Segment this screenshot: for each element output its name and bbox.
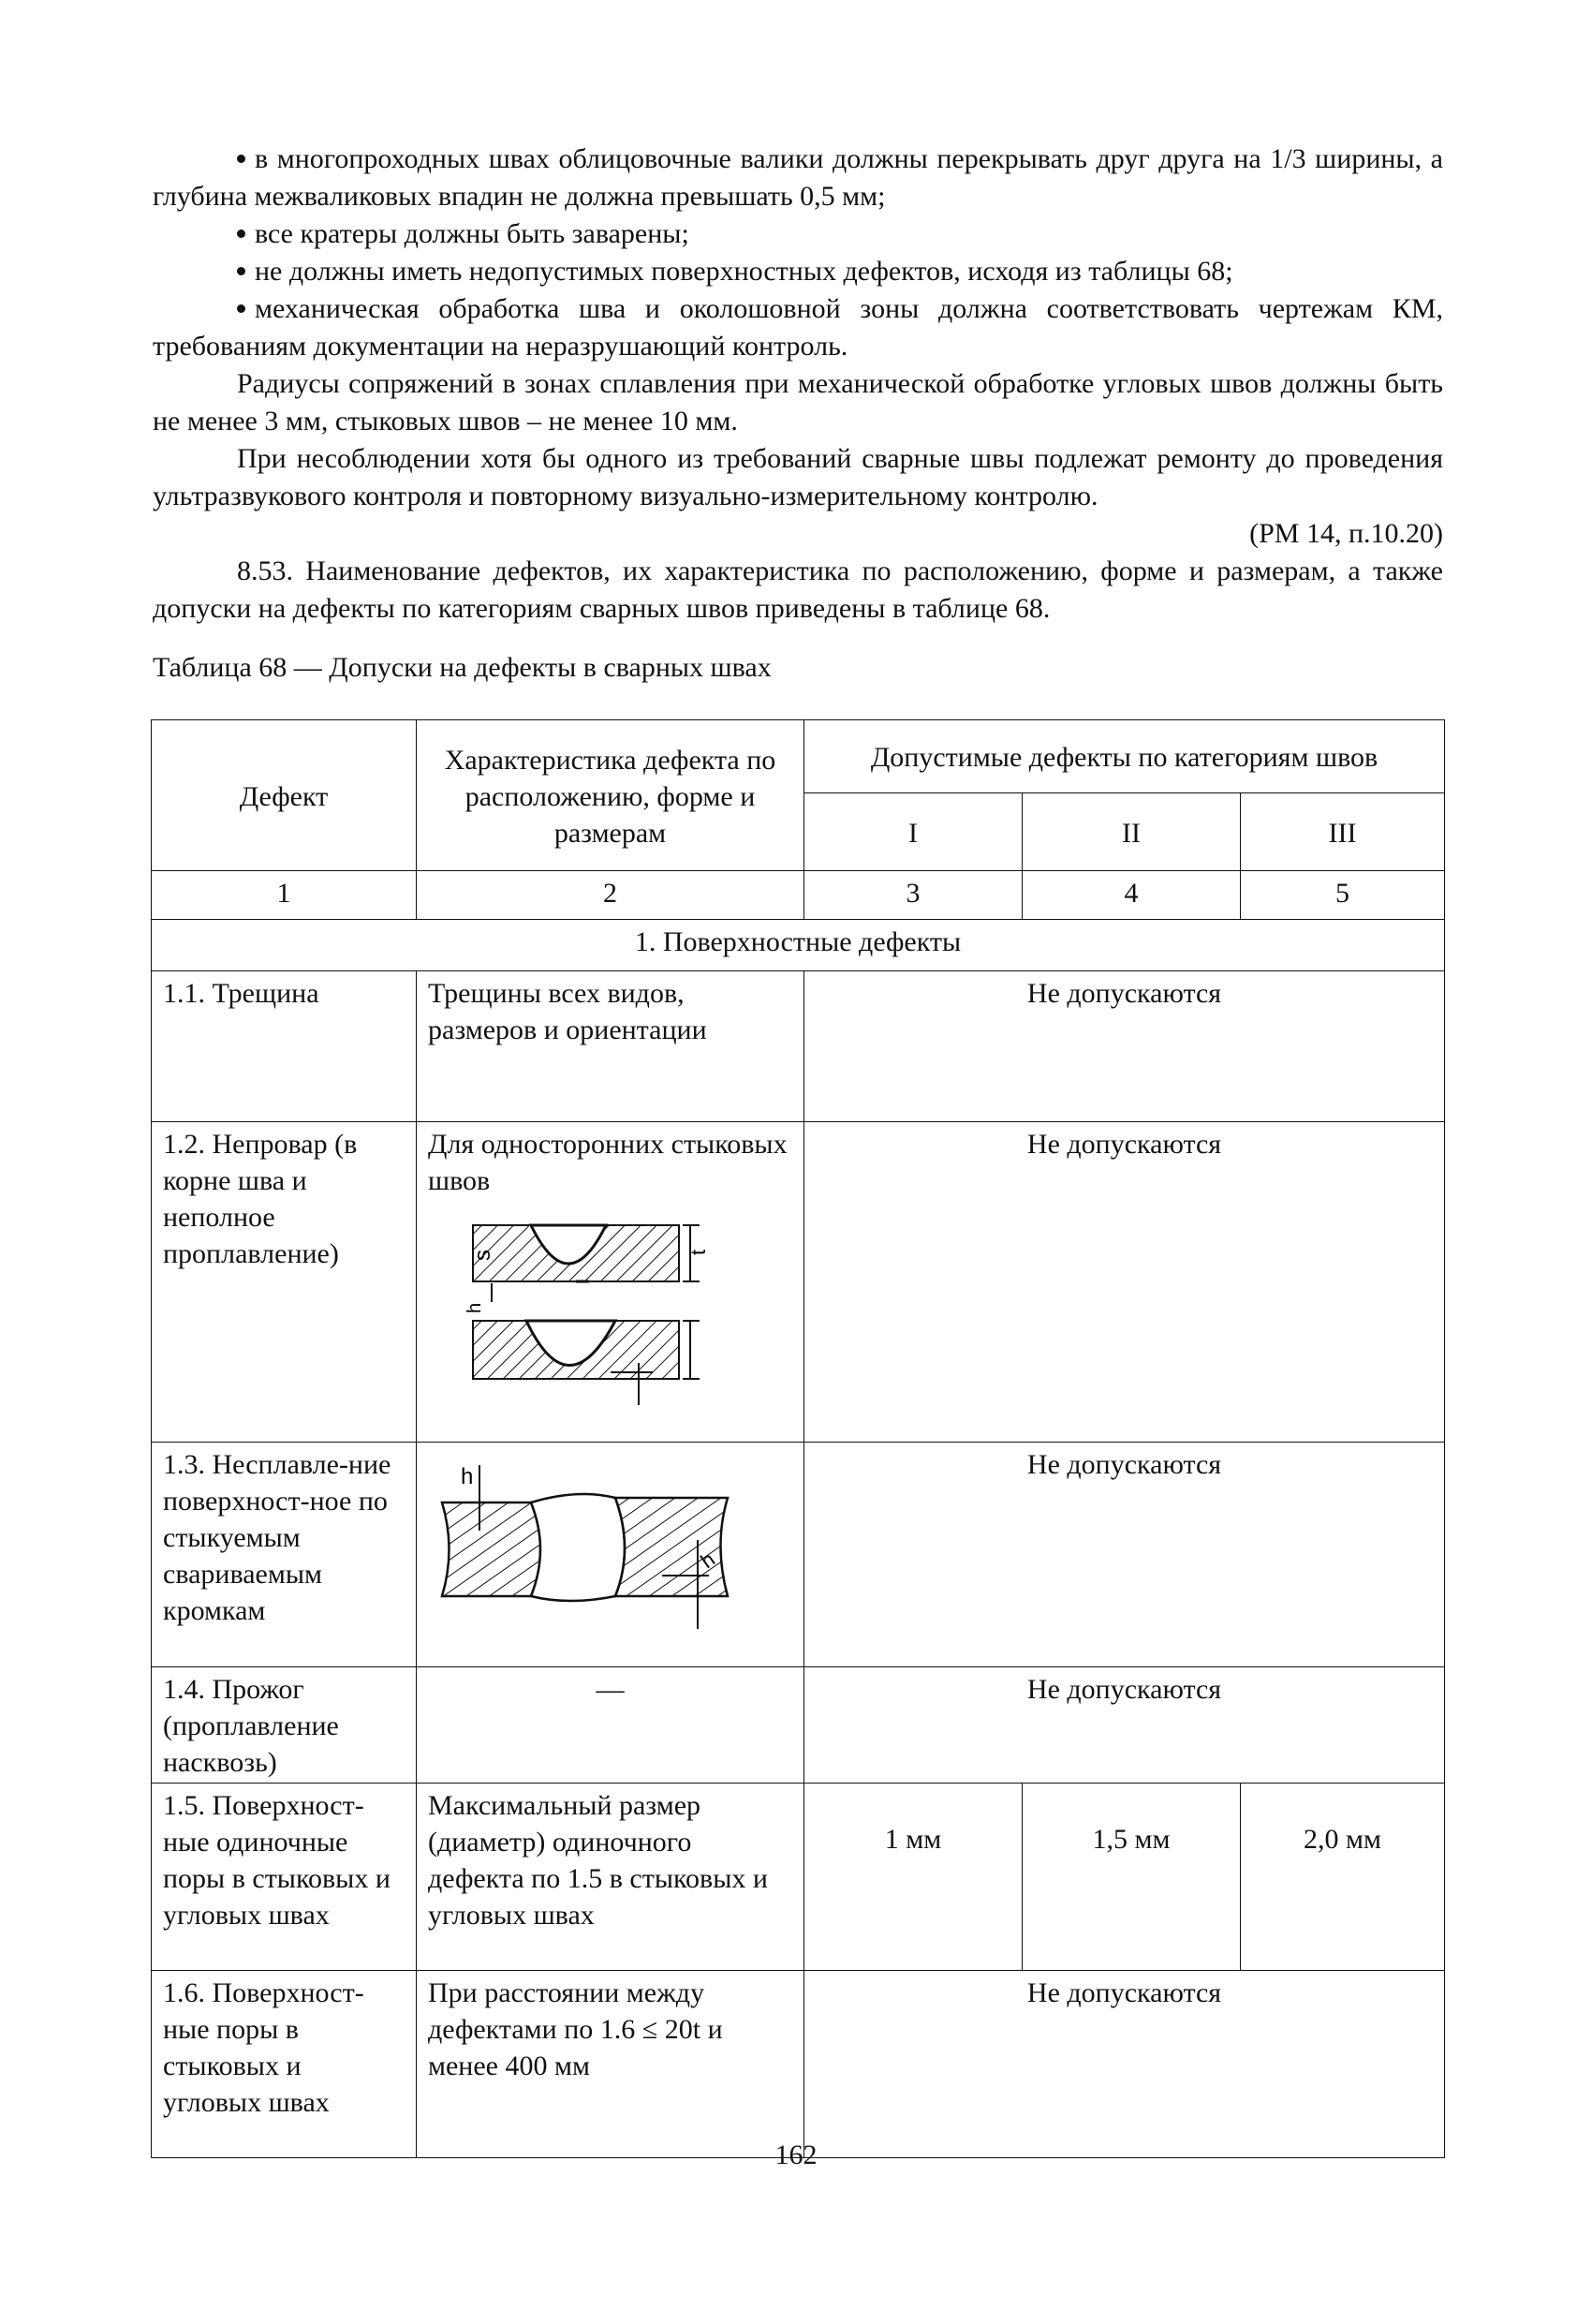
bullet-dot bbox=[237, 229, 245, 238]
defect-characteristic-cell bbox=[417, 1443, 804, 1667]
defect-name: 1.5. Поверхност-ные одиночные поры в стыковых и угловых швах bbox=[152, 1784, 417, 1971]
allowed-value: Не допускаются bbox=[804, 1667, 1445, 1784]
defect-characteristic: Трещины всех видов, размеров и ориентации bbox=[417, 971, 804, 1122]
table-row bbox=[152, 1784, 1445, 1971]
column-number: 3 bbox=[804, 871, 1023, 920]
column-number: 2 bbox=[417, 871, 804, 920]
bullet-dot bbox=[237, 155, 245, 163]
section-heading: 1. Поверхностные дефекты bbox=[152, 920, 1445, 971]
defect-name: 1.2. Непровар (в корне шва и неполное проплавление) bbox=[152, 1122, 417, 1443]
defect-characteristic-cell bbox=[417, 1122, 804, 1443]
allowed-value: Не допускаются bbox=[804, 971, 1445, 1122]
defect-name: 1.6. Поверхност-ные поры в стыковых и угловых швах bbox=[152, 1971, 417, 2158]
bullet-text: механическая обработка шва и околошовной зоны должна соответствовать чертежам КМ, требованиям документации на неразрушающий контроль. bbox=[153, 293, 1443, 362]
header-characteristic: Характеристика дефекта по расположению, форме и размерам bbox=[417, 720, 804, 871]
allowed-category-1: 1 мм bbox=[804, 1784, 1023, 1971]
defect-name: 1.1. Трещина bbox=[152, 971, 417, 1122]
table-row bbox=[152, 1443, 1445, 1667]
bullet-dot bbox=[237, 267, 245, 275]
paragraph-8-53: 8.53. Наименование дефектов, их характеристика по расположению, форме и размерам, а также допуски на дефекты по категориям сварных швов приведены в таблице 68. bbox=[153, 555, 1443, 624]
lack-of-penetration-sketch bbox=[428, 1199, 718, 1414]
defect-characteristic: Для односторонних стыковых швов bbox=[428, 1129, 788, 1196]
header-category-3: III bbox=[1241, 793, 1445, 871]
bullet-item bbox=[153, 290, 1443, 365]
header-defect: Дефект bbox=[152, 720, 417, 871]
table-caption: Таблица 68 — Допуски на дефекты в сварных швах bbox=[153, 652, 772, 683]
bullet-text: не должны иметь недопустимых поверхностных дефектов, исходя из таблицы 68; bbox=[255, 256, 1233, 287]
allowed-value: Не допускаются bbox=[804, 1971, 1445, 2158]
paragraph-radii: Радиусы сопряжений в зонах сплавления при механической обработке угловых швов должны быть не менее 3 мм, стыковых швов – не менее 10 мм. bbox=[153, 368, 1443, 437]
header-category-2: II bbox=[1023, 793, 1241, 871]
header-category-1: I bbox=[804, 793, 1023, 871]
header-allowed: Допустимые дефекты по категориям швов bbox=[804, 720, 1445, 793]
reference-note: (РМ 14, п.10.20) bbox=[1249, 518, 1443, 549]
column-number-row bbox=[152, 871, 1445, 920]
defect-characteristic: Максимальный размер (диаметр) одиночного дефекта по 1.5 в стыковых и угловых швах bbox=[417, 1784, 804, 1971]
defect-name: 1.3. Несплавле-ние поверхност-ное по стыкуемым свариваемым кромкам bbox=[152, 1443, 417, 1667]
bullet-text: все кратеры должны быть заварены; bbox=[255, 218, 689, 249]
allowed-value: Не допускаются bbox=[804, 1122, 1445, 1443]
dimension-label-h: h bbox=[461, 1464, 474, 1489]
bullet-item bbox=[153, 215, 1443, 253]
dimension-label-h: h bbox=[696, 1547, 719, 1574]
incomplete-fusion-sketch bbox=[428, 1446, 784, 1652]
defects-table bbox=[151, 719, 1445, 2158]
column-number: 4 bbox=[1023, 871, 1241, 920]
bullet-dot bbox=[237, 304, 245, 313]
weld-joint-lower bbox=[473, 1321, 700, 1405]
body-text bbox=[153, 141, 1443, 628]
table-row bbox=[152, 1971, 1445, 2158]
table-row bbox=[152, 971, 1445, 1122]
defect-characteristic: — bbox=[417, 1667, 804, 1784]
table-row bbox=[152, 1667, 1445, 1784]
page-number: 162 bbox=[774, 2139, 818, 2170]
dimension-label-h: h bbox=[464, 1302, 485, 1313]
bullet-text: в многопроходных швах облицовочные валики должны перекрывать друг друга на 1/3 ширины, а глубина межваликовых впадин не должна превышать 0,5 мм; bbox=[153, 143, 1443, 212]
defect-name: 1.4. Прожог (проплавление насквозь) bbox=[152, 1667, 417, 1784]
column-number: 5 bbox=[1241, 871, 1445, 920]
dimension-label-t: t bbox=[686, 1249, 710, 1255]
column-number: 1 bbox=[152, 871, 417, 920]
paragraph-repair: При несоблюдении хотя бы одного из требований сварные швы подлежат ремонту до проведения ультразвукового контроля и повторному визуально-измерительному контролю. bbox=[153, 443, 1443, 511]
allowed-category-2: 1,5 мм bbox=[1023, 1784, 1241, 1971]
table-row bbox=[152, 1122, 1445, 1443]
allowed-value: Не допускаются bbox=[804, 1443, 1445, 1667]
bullet-item bbox=[153, 253, 1443, 290]
defect-characteristic: При расстоянии между дефектами по 1.6 ≤ 20t и менее 400 мм bbox=[417, 1971, 804, 2158]
weld-joint-upper bbox=[464, 1225, 710, 1313]
allowed-category-3: 2,0 мм bbox=[1241, 1784, 1445, 1971]
dimension-label-s: s bbox=[470, 1250, 495, 1261]
bullet-item bbox=[153, 141, 1443, 215]
